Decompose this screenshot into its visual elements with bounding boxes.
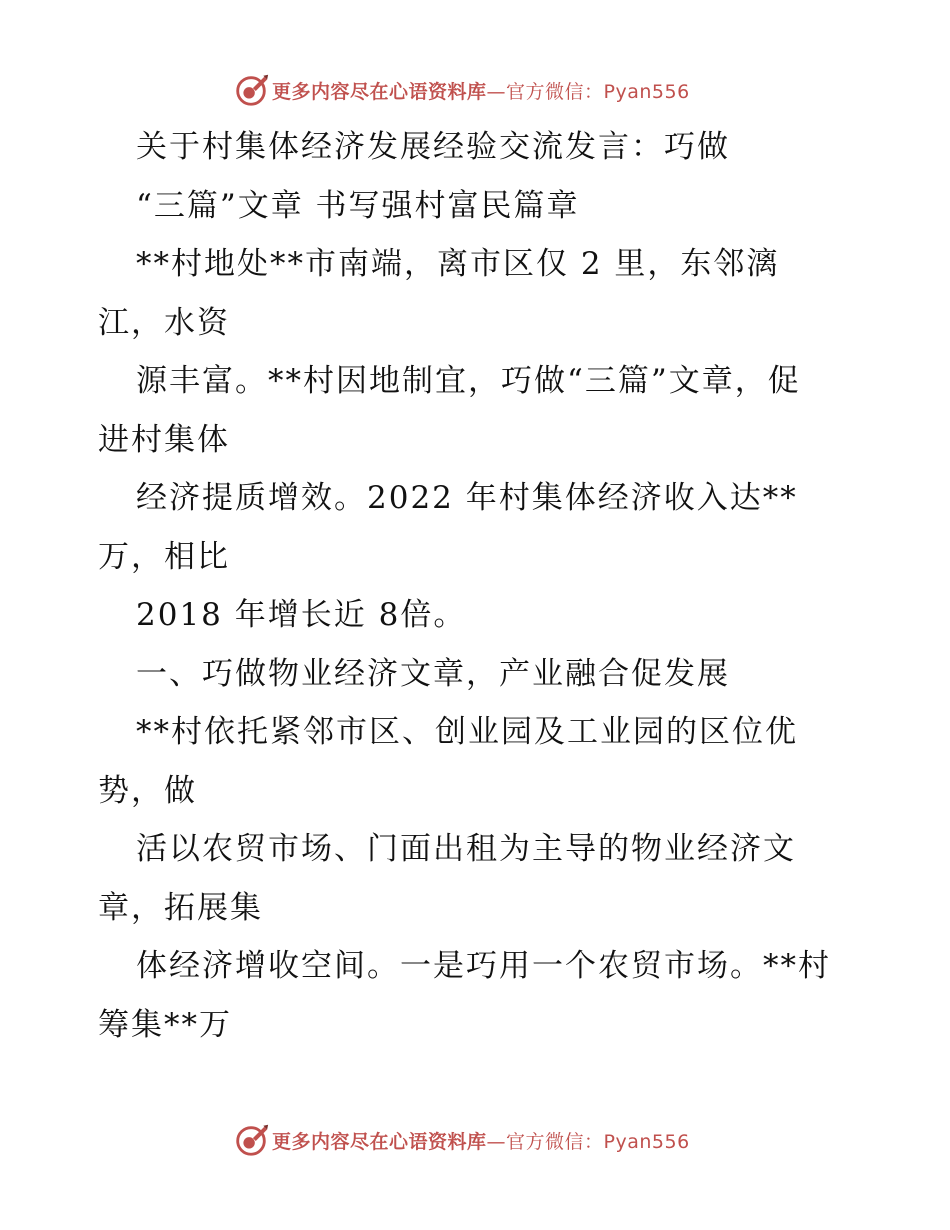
header-banner-text: 更多内容尽在心语资料库—官方微信：Pyan556 [272, 80, 690, 103]
text-line: 万，相比 [98, 538, 230, 575]
brand-logo-icon [232, 71, 270, 109]
text-line: 一、巧做物业经济文章，产业融合促发展 [136, 655, 730, 692]
brand-logo-icon [232, 1121, 270, 1159]
text-line: 进村集体 [98, 421, 230, 458]
text-line: 2018 年增长近 8倍。 [136, 597, 467, 633]
footer-banner-text: 更多内容尽在心语资料库—官方微信：Pyan556 [272, 1130, 690, 1153]
text-line: “三篇”文章 书写强村富民篇章 [136, 187, 580, 224]
text-line: 筹集**万 [98, 1006, 232, 1043]
text-line: 关于村集体经济发展经验交流发言：巧做 [136, 129, 730, 165]
text-line: 经济提质增效。2022 年村集体经济收入达** [136, 480, 798, 516]
text-line: 活以农贸市场、门面出租为主导的物业经济文 [136, 831, 796, 867]
text-line: **村地处**市南端，离市区仅 2 里，东邻漓 [136, 246, 780, 282]
header-banner [232, 70, 712, 110]
document-body [98, 118, 858, 1054]
text-line: 势，做 [98, 772, 197, 809]
text-line: 江，水资 [98, 304, 230, 341]
text-line: **村依托紧邻市区、创业园及工业园的区位优 [136, 714, 798, 750]
text-line: 章，拓展集 [98, 889, 263, 926]
text-line: 体经济增收空间。一是巧用一个农贸市场。**村 [136, 948, 831, 984]
footer-banner [232, 1120, 712, 1160]
text-line: 源丰富。**村因地制宜，巧做“三篇”文章，促 [136, 363, 801, 399]
